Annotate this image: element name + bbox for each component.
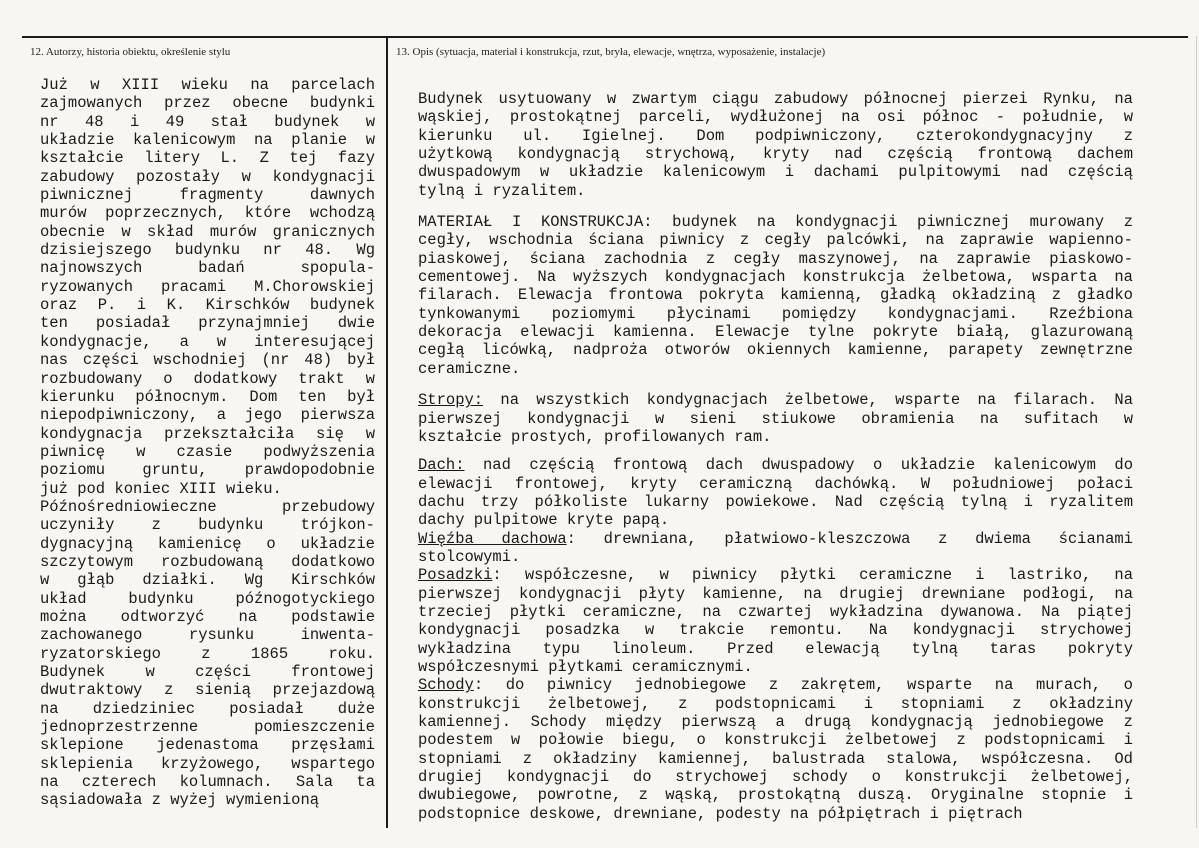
history-line: ryzatorskiego z 1865 roku. [40, 644, 375, 663]
roof-heading: Dach: [418, 456, 465, 475]
material-line: filarach. Elewacja frontowa pokryta kamienną, gładką okładziną z gładko [418, 286, 1133, 305]
history-line: zabudowy pozostały w kondygnacji [40, 167, 375, 186]
history-line: na czterech kolumnach. Sala ta [40, 773, 375, 792]
stairs-line: dwubiegowe, powrotne, z wąską, prostokątną duszą. Oryginalne stopnie i [418, 786, 1133, 805]
floors-line-first [418, 566, 1133, 584]
history-line: Budynek w części frontowej [40, 663, 375, 681]
history-line: na dziedziniec posiadał duże [40, 699, 375, 718]
situation-line: kierunku ul. Igielnej. Dom podpiwniczony, czterokondygnacyjny z [418, 126, 1133, 145]
history-line: zajmowanych przez obecne budynki [40, 94, 375, 113]
stairs-line: kamiennej. Schody między pierwszą a drugą kondygnacją jednobiegowe z [418, 713, 1133, 731]
stairs-line-first [418, 676, 1133, 694]
roof-line: dachu trzy półkoliste lukarny powiekowe. Nad częścią tylną i ryzalitem [418, 492, 1133, 511]
history-line: poziomu gruntu, prawdopodobnie [40, 461, 375, 480]
history-line: Późnośredniowieczne przebudowy [40, 497, 375, 516]
ceilings-line: kształcie prostych, profilowanych ram. [418, 427, 772, 446]
top-rule [22, 36, 1188, 38]
situation-line: Budynek usytuowany w zwartym ciągu zabudowy północnej pierzei Rynku, na [418, 90, 1133, 108]
material-line-first [418, 213, 1133, 231]
history-line: w głąb działki. Wg Kirschków [40, 571, 375, 590]
ceilings-paragraph [418, 391, 1133, 446]
floors-line: pierwszej kondygnacji płyty kamienne, na drugiej drewniane podłogi, na [418, 584, 1133, 603]
history-line: uczyniły z budynku trójkon- [40, 516, 375, 535]
floors-line: wykładzina typu linoleum. Przed elewacją tylną taras pokryty [418, 639, 1133, 658]
stairs-paragraph [418, 676, 1133, 823]
situation-paragraph [418, 90, 1133, 200]
stairs-heading: Schody [418, 676, 474, 695]
history-line: najnowszych badań spopula- [40, 259, 375, 278]
stairs-line: podestem w połowie biegu, o konstrukcji żelbetowej z podstopnicami i [418, 731, 1133, 750]
truss-line-first [418, 530, 1133, 548]
stairs-line: drugiej kondygnacji do strychowej schody o konstrukcji żelbetowej, [418, 768, 1133, 787]
stairs-line: stopniami z okładziny kamiennej, balustrada stalowa, współczesna. Od [418, 749, 1133, 768]
situation-line: dwuspadowym w układzie kalenicowym i dachami pulpitowymi nad częścią [418, 163, 1133, 182]
description-text-column [418, 90, 1133, 823]
material-line: dekoracja elewacji kamienna. Elewacje tylne pokryte białą, glazurowaną [418, 323, 1133, 342]
ceilings-text: na wszystkich kondygnacjach żelbetowe, wsparte na filarach. Na [483, 391, 1133, 410]
history-line: kształcie litery L. Z tej fazy [40, 149, 375, 168]
history-line: oraz P. i K. Kirschków budynek [40, 296, 375, 315]
history-line: Już w XIII wieku na parcelach [40, 76, 375, 94]
floors-line: trzeciej płytki ceramiczne, na czwartej wykładzina dywanowa. Na piątej [418, 602, 1133, 621]
history-line: układzie kalenicowym na planie w [40, 131, 375, 150]
material-heading: MATERIAŁ I KONSTRUKCJA: [418, 213, 653, 232]
history-line: sklepienia krzyżowego, wspartego [40, 754, 375, 773]
section-13-header: 13. Opis (sytuacja, materiał i konstrukcja, rzut, bryła, elewacje, wnętrza, wyposażenie, instalacje) [396, 46, 826, 58]
material-line: ceramiczne. [418, 359, 521, 378]
roof-line: dachy pulpitowe kryte papą. [418, 511, 670, 530]
roof-paragraph [418, 456, 1133, 529]
ceilings-heading: Stropy: [418, 391, 484, 410]
truss-line: stolcowymi. [418, 547, 521, 566]
history-text-column [40, 76, 375, 810]
truss-text: : drewniana, płatwiowo-kleszczowa z dwiema ścianami [566, 529, 1133, 548]
material-line: cementowej. Na wyższych kondygnacjach konstrukcja żelbetowa, wsparta na [418, 268, 1133, 287]
history-line: można odtworzyć na podstawie [40, 607, 375, 626]
roof-line: elewacji frontowej, kryty ceramiczną dachówką. W południowej połaci [418, 474, 1133, 493]
history-line: ten posiadał przynajmniej dwie [40, 314, 375, 333]
history-line: nr 48 i 49 stał budynek w [40, 112, 375, 131]
history-line: kondygnacja przekształciła się w [40, 424, 375, 443]
history-line: sklepione jedenastoma przęsłami [40, 736, 375, 755]
stairs-line: podstopnice deskowe, drewniane, podesty na półpiętrach i piętrach [418, 804, 1023, 823]
history-line: kondygnacje, a w interesującej [40, 332, 375, 351]
history-line: kierunku północnym. Dom ten był [40, 387, 375, 406]
stairs-line: konstrukcji żelbetowej, z podstopnicami i stopniami z okładziny [418, 694, 1133, 713]
history-line: piwnicznej fragmenty dawnych [40, 186, 375, 205]
situation-line: użytkową kondygnacją strychową, kryty nad częścią frontową dachem [418, 145, 1133, 164]
roof-text: nad częścią frontową dach dwuspadowy o układzie kalenicowym do [464, 456, 1133, 475]
truss-paragraph [418, 530, 1133, 567]
floors-paragraph [418, 566, 1133, 676]
history-line: ryzowanych pracami M.Chorowskiej [40, 277, 375, 296]
section-12-header: 12. Autorzy, historia obiektu, określenie stylu [30, 46, 231, 58]
material-line: cegły, wschodnia ściana piwnicy z cegły palcówki, na zaprawie wapienno- [418, 231, 1133, 250]
history-line: obecnie w skład murów granicznych [40, 222, 375, 241]
history-line: murów poprzecznych, które wchodzą [40, 204, 375, 223]
history-line: rozbudowany o dodatkowy trakt w [40, 369, 375, 388]
history-line: dzisiejszego budynku nr 48. Wg [40, 241, 375, 260]
column-divider [386, 36, 388, 828]
history-line: nas części wschodniej (nr 48) był [40, 351, 375, 370]
history-line: niepodpiwniczony, a jego pierwsza [40, 406, 375, 425]
history-line: układ budynku późnogotyckiego [40, 589, 375, 608]
history-line: szczytowym rozbudowaną dodatkowo [40, 552, 375, 571]
stairs-text: : do piwnicy jednobiegowe z zakrętem, wsparte na murach, o [473, 676, 1133, 695]
material-text: budynek na kondygnacji piwnicznej murowany z [652, 213, 1133, 232]
history-line: już pod koniec XIII wieku. [40, 479, 282, 498]
truss-heading: Więźba dachowa [418, 529, 567, 548]
right-edge-rule [1196, 36, 1197, 828]
material-line: piaskowej, ściana zachodnia z cegły maszynowej, na zaprawie piaskowo- [418, 249, 1133, 268]
ceilings-line: pierwszej kondygnacji w sieni stiukowe obramienia na sufitach w [418, 409, 1133, 428]
roof-line-first [418, 456, 1133, 474]
floors-line: kondygnacji posadzka w trakcie remontu. Na kondygnacji strychowej [418, 621, 1133, 640]
ceilings-line-first [418, 391, 1133, 409]
history-line: sąsiadowała z wyżej wymienioną [40, 791, 320, 810]
history-line: piwnicę w czasie podwyższenia [40, 442, 375, 461]
history-line: zachowanego rysunku inwenta- [40, 626, 375, 645]
material-line: cegłą licówką, nadproża otworów okiennych kamienne, parapety zewnętrzne [418, 341, 1133, 360]
situation-line: tylną i ryzalitem. [418, 181, 586, 200]
history-line: dygnacyjną kamienicę o układzie [40, 534, 375, 553]
floors-line: współczesnymi płytkami ceramicznymi. [418, 657, 753, 676]
floors-text: : współczesne, w piwnicy płytki ceramiczne i lastriko, na [492, 566, 1133, 585]
history-line: dwutraktowy z sienią przejazdową [40, 681, 375, 700]
history-line: jednoprzestrzenne pomieszczenie [40, 718, 375, 737]
situation-line: wąskiej, prostokątnej parceli, wydłużonej na osi północ - południe, w [418, 108, 1133, 127]
material-line: tynkowanymi poziomymi płycinami pomiędzy kondygnacjami. Rzeźbiona [418, 304, 1133, 323]
floors-heading: Posadzki [418, 566, 493, 585]
material-paragraph [418, 213, 1133, 378]
